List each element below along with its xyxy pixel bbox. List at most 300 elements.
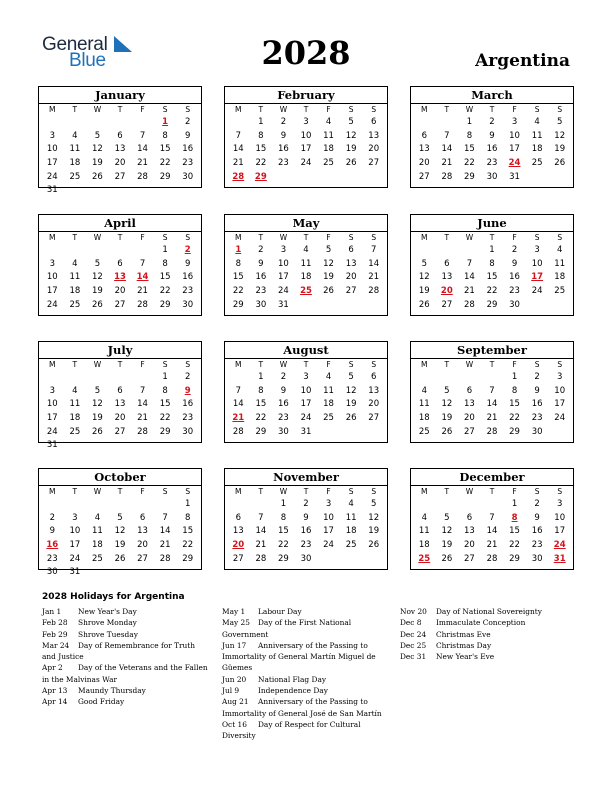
day-cell: 17	[46, 286, 58, 297]
empty-cell	[154, 498, 177, 512]
weekday-label: F	[512, 105, 517, 114]
day-cell: 19	[92, 286, 103, 297]
weekday-label: S	[162, 233, 168, 242]
day-cell: 16	[278, 144, 289, 155]
day-cell: 4	[348, 499, 354, 509]
empty-cell	[131, 498, 154, 512]
weekday-label: S	[371, 487, 377, 496]
day-cell: 23	[182, 286, 194, 297]
day-cell: 22	[464, 158, 475, 169]
day-cell: 22	[486, 286, 498, 297]
day-cell: 4	[94, 512, 101, 523]
day-cell: 3	[556, 499, 563, 509]
weekday-label: W	[279, 233, 288, 242]
holiday-date: May 1	[222, 607, 246, 616]
weekday-label: W	[465, 360, 474, 369]
day-cell: 2	[511, 245, 518, 255]
weekday-label: S	[185, 105, 191, 114]
day-cell: 25	[69, 426, 81, 437]
day-cell: 17	[300, 399, 312, 410]
day-cell: 9	[534, 512, 540, 523]
day-cell: 24	[531, 286, 543, 297]
day-cell: 5	[94, 130, 101, 141]
day-cell: 31	[300, 426, 312, 437]
day-cell: 8	[235, 258, 241, 269]
day-cell: 21	[464, 286, 475, 297]
day-cell: 21	[486, 540, 498, 551]
day-cell: 26	[441, 426, 453, 437]
day-cell: 16	[486, 144, 498, 155]
day-cell: 17	[554, 399, 566, 410]
day-cell: 7	[444, 130, 450, 141]
day-cell: 28	[441, 171, 453, 182]
day-cell: 29	[159, 299, 171, 310]
day-cell: 24	[323, 540, 334, 551]
holiday-day: 16	[46, 540, 59, 551]
weekday-label: M	[235, 360, 242, 369]
day-cell: 9	[49, 526, 55, 537]
weekday-label: T	[444, 487, 450, 496]
day-cell: 30	[509, 299, 520, 310]
weekday-label: S	[348, 360, 354, 369]
day-cell: 16	[182, 144, 194, 155]
day-grid	[39, 498, 201, 580]
day-cell: 11	[92, 526, 103, 537]
day-cell: 4	[72, 130, 78, 141]
empty-cell	[413, 498, 436, 512]
day-cell: 17	[323, 526, 334, 537]
day-cell: 19	[114, 540, 126, 551]
holiday-date: Dec 24	[400, 629, 427, 639]
empty-cell	[481, 371, 504, 385]
day-cell: 2	[303, 499, 309, 509]
day-cell: 11	[69, 399, 81, 410]
holiday-day: 1	[235, 245, 242, 255]
weekday-label: T	[489, 487, 495, 496]
day-cell: 12	[441, 526, 453, 537]
day-cell: 20	[368, 399, 380, 410]
day-cell: 24	[300, 413, 312, 424]
day-grid	[411, 244, 573, 312]
day-cell: 19	[323, 272, 334, 283]
day-cell: 12	[441, 399, 453, 410]
day-cell: 6	[117, 258, 123, 269]
day-cell: 18	[323, 399, 334, 410]
day-cell: 19	[92, 413, 103, 424]
day-cell: 5	[556, 117, 563, 127]
day-cell: 15	[232, 272, 244, 283]
day-cell: 29	[278, 553, 289, 564]
holiday-day: 24	[508, 158, 521, 169]
day-grid	[225, 498, 387, 566]
weekday-label: T	[303, 233, 309, 242]
weekday-label: M	[235, 233, 242, 242]
day-cell: 3	[49, 130, 55, 141]
day-cell: 9	[184, 258, 191, 269]
weekday-label: M	[49, 487, 56, 496]
day-cell: 25	[323, 413, 334, 424]
day-cell: 26	[418, 299, 430, 310]
day-cell: 9	[258, 258, 264, 269]
holiday-name: Shrove Tuesday	[78, 629, 138, 639]
holiday-day: 20	[440, 286, 453, 297]
holiday-entry	[42, 617, 210, 628]
holiday-date: Jul 9	[222, 686, 240, 696]
weekday-label: T	[489, 360, 495, 369]
day-cell: 28	[137, 426, 148, 437]
weekday-label: T	[258, 360, 264, 369]
day-grid	[39, 371, 201, 453]
day-cell: 18	[92, 540, 103, 551]
day-cell: 7	[139, 258, 146, 269]
weekday-header	[411, 104, 573, 116]
day-cell: 12	[114, 526, 126, 537]
day-cell: 10	[46, 272, 58, 283]
day-cell: 29	[509, 426, 520, 437]
day-cell: 3	[49, 258, 55, 269]
empty-cell	[86, 116, 109, 130]
day-cell: 23	[486, 158, 498, 169]
day-cell: 28	[159, 553, 171, 564]
weekday-label: T	[117, 105, 123, 114]
day-cell: 20	[345, 272, 357, 283]
day-grid	[411, 498, 573, 566]
day-cell: 28	[255, 553, 267, 564]
day-cell: 20	[114, 413, 126, 424]
day-cell: 22	[509, 540, 520, 551]
empty-cell	[109, 498, 132, 512]
month-name: May	[225, 215, 387, 232]
empty-cell	[131, 371, 154, 385]
weekday-label: T	[444, 233, 450, 242]
weekday-header	[225, 359, 387, 371]
logo-text-blue: Blue	[69, 50, 106, 71]
day-cell: 25	[418, 426, 430, 437]
holiday-entry	[400, 651, 570, 662]
day-cell: 1	[466, 117, 473, 127]
day-cell: 18	[69, 286, 81, 297]
day-cell: 27	[114, 299, 126, 310]
day-cell: 19	[345, 399, 357, 410]
day-cell: 6	[117, 385, 123, 396]
weekday-label: F	[326, 487, 331, 496]
day-cell: 21	[441, 158, 453, 169]
day-cell: 13	[345, 258, 357, 269]
day-cell: 23	[300, 540, 312, 551]
day-cell: 4	[303, 245, 309, 255]
month-name: February	[225, 87, 387, 104]
day-cell: 25	[92, 553, 103, 564]
day-cell: 14	[486, 526, 498, 537]
day-cell: 31	[46, 185, 58, 196]
day-cell: 8	[258, 385, 264, 396]
weekday-label: W	[93, 360, 102, 369]
day-cell: 27	[114, 171, 126, 182]
day-cell: 4	[421, 385, 427, 396]
holiday-name: Maundy Thursday	[78, 686, 146, 696]
weekday-label: W	[279, 105, 288, 114]
weekday-label: T	[258, 233, 264, 242]
day-cell: 31	[69, 567, 81, 578]
day-cell: 17	[554, 526, 566, 537]
holiday-date: Mar 24	[42, 640, 70, 650]
day-cell: 17	[300, 144, 312, 155]
day-cell: 14	[486, 399, 498, 410]
day-cell: 18	[69, 158, 81, 169]
day-cell: 22	[159, 286, 171, 297]
day-cell: 9	[489, 130, 495, 141]
day-cell: 31	[46, 440, 58, 451]
holiday-entry	[42, 685, 210, 696]
day-cell: 15	[255, 144, 267, 155]
day-cell: 8	[162, 385, 168, 396]
day-cell: 23	[531, 413, 543, 424]
weekday-label: F	[326, 360, 331, 369]
day-cell: 4	[421, 512, 427, 523]
day-cell: 30	[300, 553, 312, 564]
weekday-label: T	[258, 487, 264, 496]
weekday-label: S	[534, 360, 540, 369]
weekday-header	[225, 232, 387, 244]
weekday-label: T	[303, 105, 309, 114]
day-cell: 3	[534, 245, 540, 255]
empty-cell	[413, 371, 436, 385]
day-cell: 11	[300, 258, 312, 269]
weekday-label: T	[117, 487, 123, 496]
day-cell: 13	[114, 144, 126, 155]
day-cell: 30	[255, 299, 267, 310]
weekday-label: S	[185, 233, 191, 242]
day-cell: 4	[325, 372, 332, 382]
holiday-name: New Year's Day	[78, 607, 137, 616]
empty-cell	[413, 116, 436, 130]
day-cell: 5	[117, 512, 123, 523]
day-cell: 26	[345, 413, 357, 424]
day-cell: 24	[46, 426, 58, 437]
day-cell: 27	[464, 426, 475, 437]
day-cell: 27	[464, 553, 475, 564]
day-cell: 4	[72, 385, 78, 396]
day-cell: 13	[232, 526, 244, 537]
holiday-name: New Year's Eve	[436, 652, 495, 662]
day-cell: 16	[531, 399, 543, 410]
day-cell: 13	[418, 144, 430, 155]
day-cell: 2	[489, 117, 495, 127]
day-cell: 22	[278, 540, 289, 551]
holiday-day: 25	[300, 286, 312, 297]
day-cell: 8	[162, 258, 168, 269]
holiday-name: Day of the First National Government	[222, 618, 352, 639]
holiday-entry	[222, 685, 382, 696]
day-cell: 12	[92, 144, 103, 155]
day-cell: 11	[69, 144, 81, 155]
day-cell: 5	[444, 512, 450, 523]
holiday-day: 21	[232, 413, 245, 424]
day-cell: 20	[114, 158, 126, 169]
day-cell: 5	[348, 117, 354, 127]
month-name: January	[39, 87, 201, 104]
empty-cell	[86, 498, 109, 512]
day-cell: 5	[94, 258, 101, 269]
day-cell: 30	[182, 426, 194, 437]
day-grid	[225, 371, 387, 439]
holiday-day: 1	[162, 117, 169, 127]
empty-cell	[41, 116, 64, 130]
day-cell: 29	[509, 553, 520, 564]
holiday-date: Apr 14	[42, 697, 68, 707]
holiday-list-col-1	[42, 606, 210, 708]
day-cell: 13	[464, 526, 475, 537]
holiday-name: Shrove Monday	[78, 618, 137, 628]
day-cell: 12	[323, 258, 334, 269]
day-cell: 3	[325, 499, 332, 509]
day-cell: 7	[258, 512, 264, 523]
month-name: August	[225, 342, 387, 359]
holiday-day: 31	[553, 553, 566, 564]
empty-cell	[436, 116, 459, 130]
holiday-name: Christmas Eve	[436, 629, 491, 639]
day-cell: 10	[300, 385, 312, 396]
day-grid	[225, 116, 387, 184]
holiday-date: Dec 31	[400, 652, 427, 662]
day-cell: 16	[182, 399, 194, 410]
day-cell: 18	[323, 144, 334, 155]
weekday-label: F	[140, 233, 145, 242]
day-cell: 26	[554, 158, 566, 169]
empty-cell	[227, 116, 250, 130]
day-cell: 22	[509, 413, 520, 424]
month-december	[410, 468, 574, 570]
empty-cell	[227, 371, 250, 385]
weekday-label: F	[326, 233, 331, 242]
weekday-label: T	[303, 360, 309, 369]
empty-cell	[64, 116, 87, 130]
day-cell: 20	[137, 540, 148, 551]
weekday-label: W	[279, 360, 288, 369]
holiday-entry	[42, 662, 210, 685]
day-cell: 12	[554, 130, 566, 141]
page-title-year: 2028	[261, 34, 351, 72]
holiday-entry	[222, 606, 382, 617]
day-cell: 22	[255, 413, 267, 424]
day-cell: 21	[368, 272, 380, 283]
month-august	[224, 341, 388, 443]
day-cell: 28	[486, 553, 498, 564]
weekday-label: W	[465, 487, 474, 496]
day-cell: 17	[278, 272, 289, 283]
day-cell: 3	[72, 512, 78, 523]
empty-cell	[131, 116, 154, 130]
month-name: April	[39, 215, 201, 232]
weekday-label: S	[371, 233, 377, 242]
empty-cell	[227, 498, 250, 512]
holiday-day: 25	[418, 553, 431, 564]
day-cell: 6	[370, 372, 377, 382]
day-cell: 27	[137, 553, 148, 564]
day-cell: 27	[368, 413, 380, 424]
day-cell: 3	[303, 117, 309, 127]
day-cell: 18	[345, 526, 357, 537]
day-cell: 5	[348, 372, 354, 382]
day-cell: 22	[182, 540, 194, 551]
holiday-date: May 25	[222, 618, 250, 628]
holiday-name: Labour Day	[258, 607, 302, 616]
day-cell: 14	[441, 144, 453, 155]
day-cell: 10	[46, 399, 58, 410]
month-june	[410, 214, 574, 316]
weekday-label: S	[348, 233, 354, 242]
month-october	[38, 468, 202, 578]
day-cell: 23	[278, 158, 289, 169]
day-cell: 21	[137, 286, 148, 297]
month-march	[410, 86, 574, 188]
day-cell: 15	[159, 399, 171, 410]
weekday-label: W	[93, 233, 102, 242]
holiday-day: 13	[114, 272, 126, 283]
day-cell: 24	[46, 299, 58, 310]
weekday-label: F	[512, 233, 517, 242]
day-cell: 20	[368, 144, 380, 155]
weekday-header	[411, 359, 573, 371]
day-cell: 26	[368, 540, 380, 551]
day-cell: 22	[255, 158, 267, 169]
day-cell: 14	[255, 526, 267, 537]
day-cell: 9	[280, 385, 287, 396]
day-cell: 31	[278, 299, 289, 310]
day-cell: 18	[418, 413, 430, 424]
day-cell: 7	[162, 512, 168, 523]
day-cell: 15	[255, 399, 267, 410]
holiday-day: 24	[553, 540, 566, 551]
day-cell: 11	[323, 130, 334, 141]
day-cell: 18	[531, 144, 543, 155]
day-cell: 5	[94, 385, 101, 396]
month-name: October	[39, 469, 201, 486]
day-cell: 9	[184, 130, 191, 141]
country-title: Argentina	[475, 51, 570, 71]
day-cell: 4	[556, 245, 563, 255]
weekday-label: F	[140, 360, 145, 369]
weekday-label: S	[185, 360, 191, 369]
day-cell: 21	[232, 158, 244, 169]
day-cell: 30	[182, 299, 194, 310]
day-cell: 15	[509, 526, 520, 537]
day-cell: 13	[464, 399, 475, 410]
day-cell: 17	[46, 413, 58, 424]
day-cell: 8	[466, 130, 473, 141]
weekday-label: T	[303, 487, 309, 496]
day-cell: 11	[418, 526, 430, 537]
holiday-entry	[42, 629, 210, 640]
day-cell: 6	[370, 117, 377, 127]
weekday-label: W	[465, 105, 474, 114]
day-cell: 25	[345, 540, 357, 551]
day-cell: 8	[184, 512, 191, 523]
day-cell: 15	[486, 272, 498, 283]
day-cell: 14	[137, 144, 148, 155]
day-cell: 7	[235, 130, 241, 141]
day-cell: 24	[69, 553, 81, 564]
day-cell: 3	[280, 245, 287, 255]
day-cell: 29	[486, 299, 498, 310]
day-cell: 14	[232, 144, 244, 155]
day-cell: 12	[368, 512, 380, 523]
holiday-date: Feb 28	[42, 618, 68, 628]
holiday-name: Day of National Sovereignty	[436, 607, 542, 616]
holiday-entry	[222, 617, 382, 640]
weekday-label: S	[557, 360, 563, 369]
day-cell: 7	[139, 130, 146, 141]
